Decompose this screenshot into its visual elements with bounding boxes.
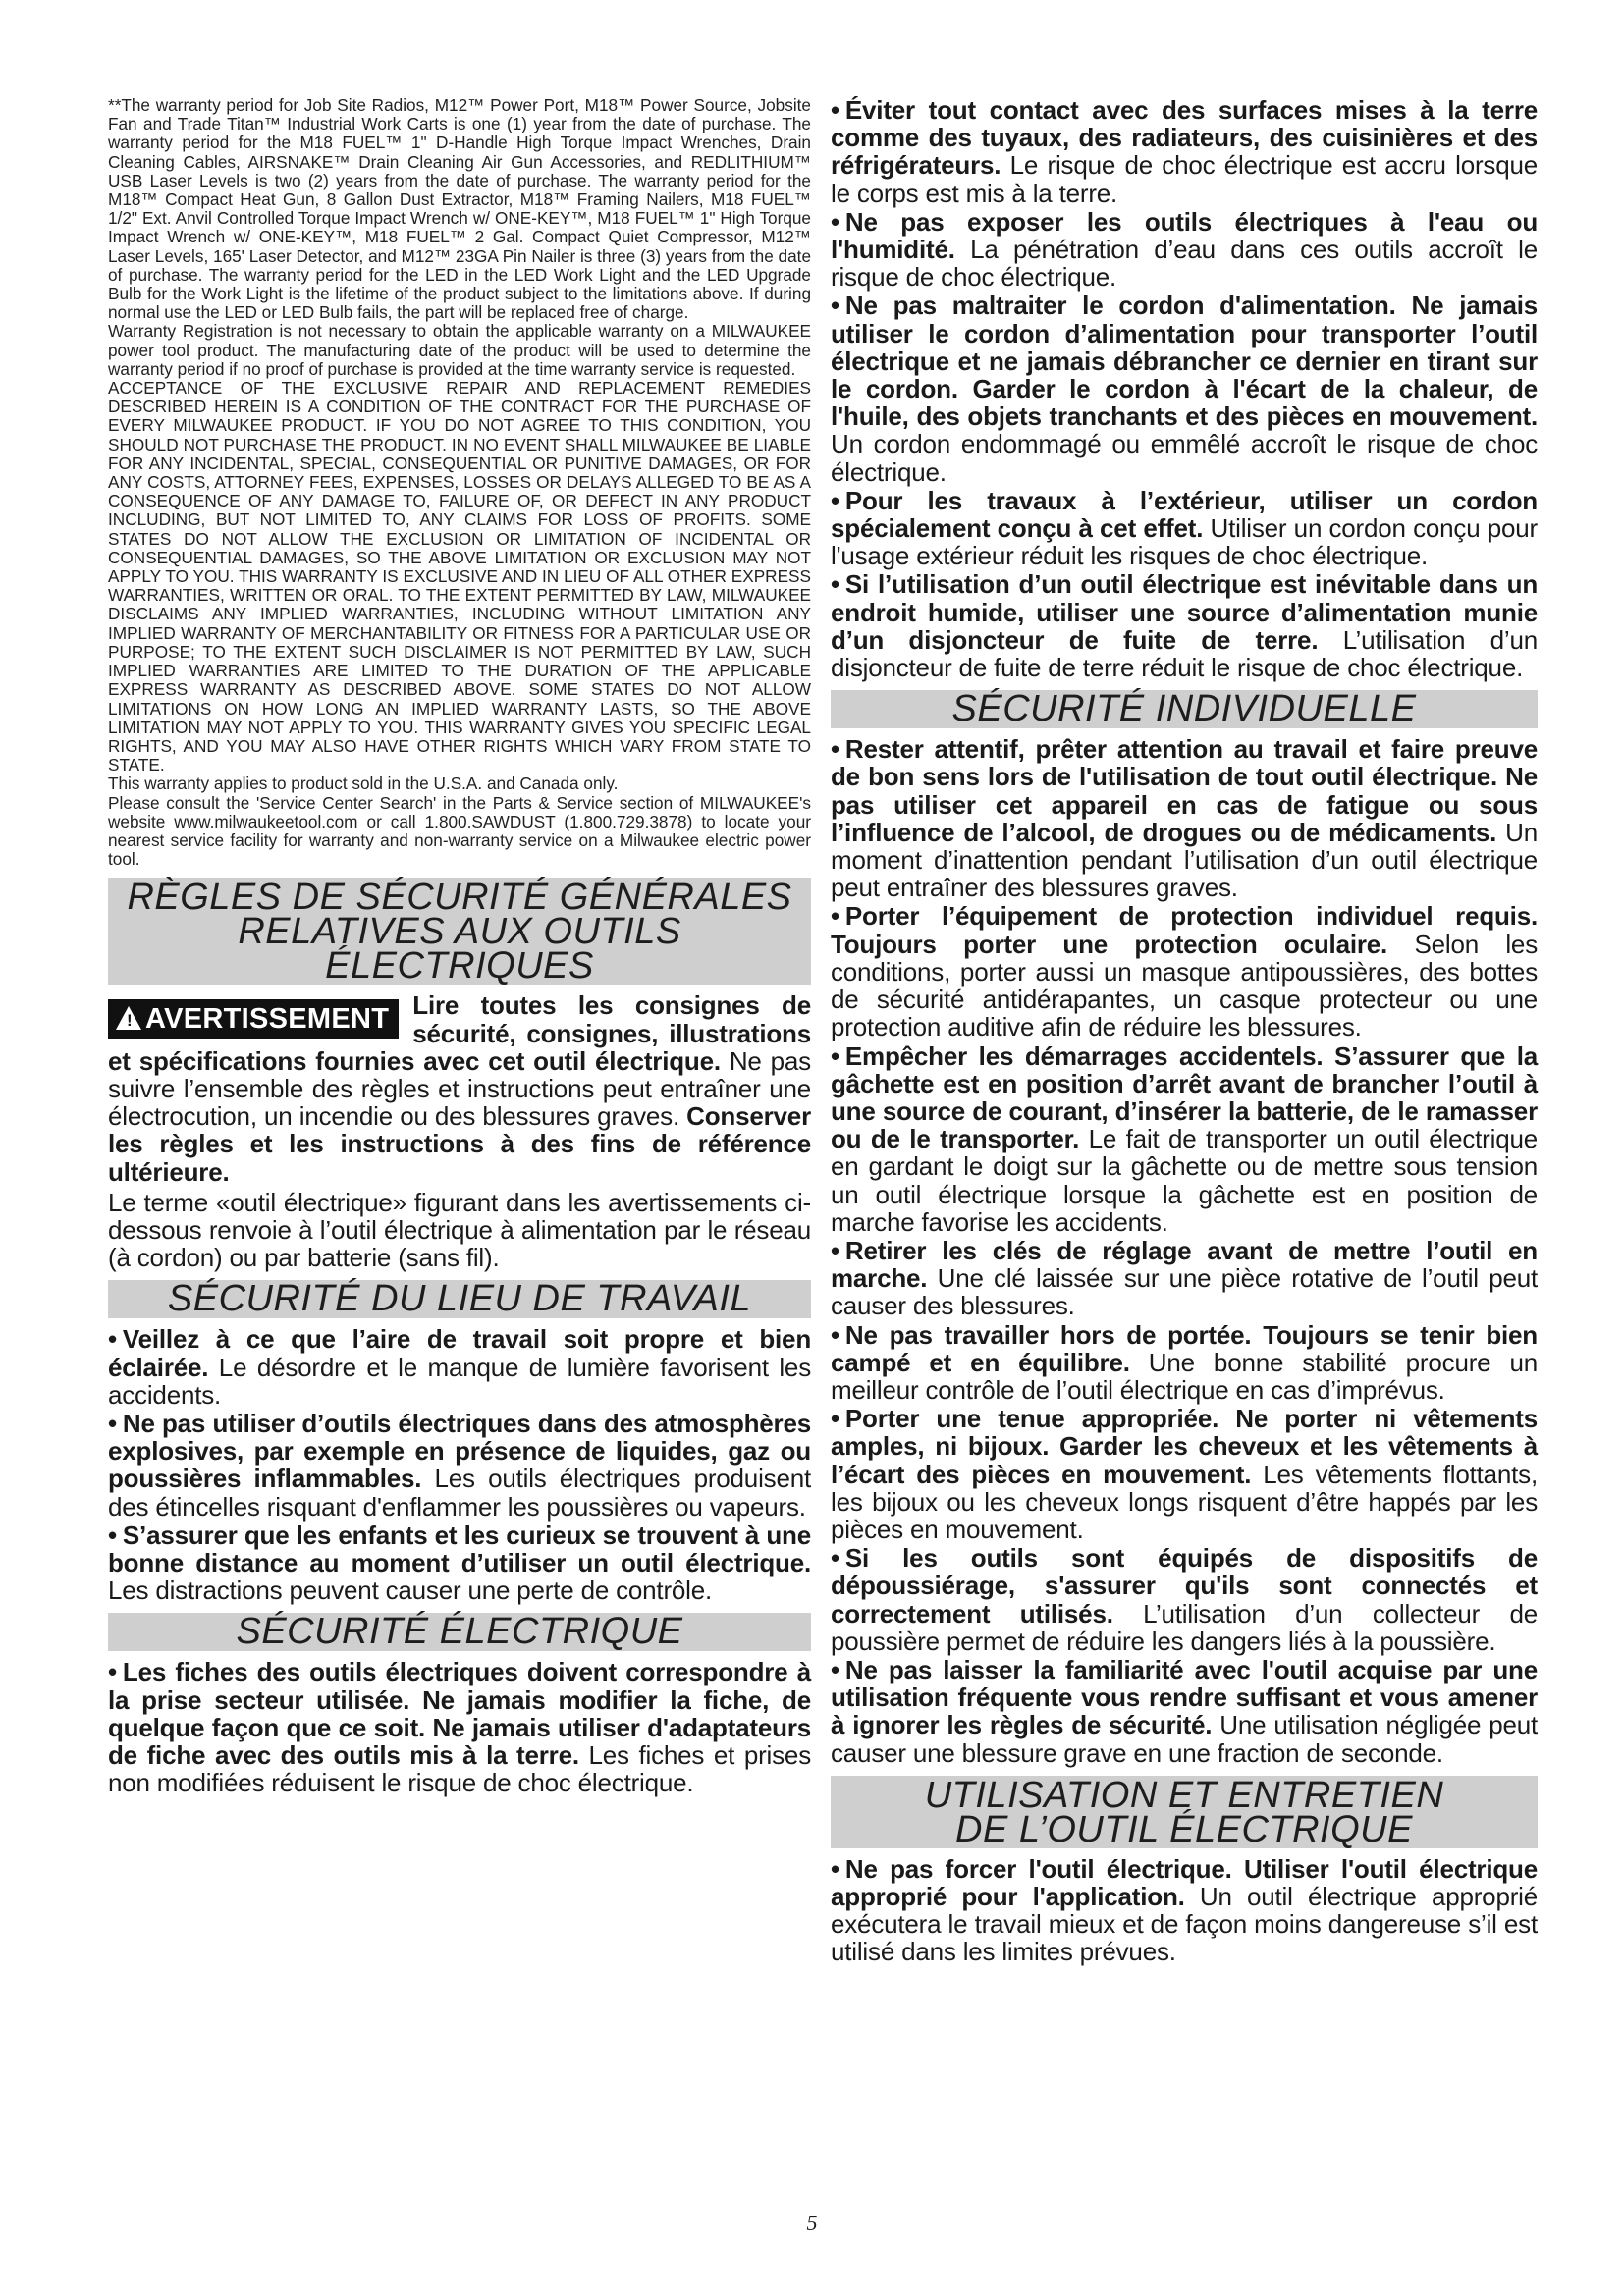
bullet-item: • Porter une tenue appropriée. Ne porter ni vêtements amples, ni bijoux. Garder les cheveux et les vêtements à l’écart des pièces en mouvement. Les vêtements flottants, les bijoux ou les cheveux longs risquent d’être happés par les pièces en mouvement. xyxy=(831,1404,1538,1544)
bullet-bold: Ne pas forcer l'outil électrique. Utiliser l'outil électrique approprié pour l'application. xyxy=(831,1853,1538,1911)
bullet-bold: S’assurer que les enfants et les curieux se trouvent à une bonne distance au moment d’utiliser un outil électrique. xyxy=(108,1520,811,1577)
bullet-text: Une clé laissée sur une pièce rotative de l’outil peut causer des blessures. xyxy=(831,1263,1538,1321)
bullet-item: • S’assurer que les enfants et les curieux se trouvent à une bonne distance au moment d’utiliser un outil électrique. Les distractions peuvent causer une perte de contrôle. xyxy=(108,1520,811,1606)
bullet-item: • Éviter tout contact avec des surfaces mises à la terre comme des tuyaux, des radiateurs, des cuisinières et des réfrigérateurs. Le risque de choc électrique est accru lorsque le corps est mis à la terre. xyxy=(831,95,1538,208)
section-header-work-area: SÉCURITÉ DU LIEU DE TRAVAIL xyxy=(108,1280,811,1318)
section-title-line: RELATIVES AUX OUTILS ÉLECTRIQUES xyxy=(238,911,681,988)
bullet-text: Une utilisation négligée peut causer une blessure grave en une fraction de seconde. xyxy=(831,1710,1538,1768)
warranty-text xyxy=(108,96,811,869)
intro-text: Ne pas suivre l’ensemble des règles et instructions peut entraîner une électrocution, un incendie ou des blessures graves. xyxy=(108,1045,811,1132)
page-number: 5 xyxy=(806,2211,818,2235)
bullet-bold: Pour les travaux à l’extérieur, utiliser un cordon spécialement conçu à cet effet. xyxy=(831,485,1538,544)
bullet-text: Le risque de choc électrique est accru lorsque le corps est mis à la terre. xyxy=(831,150,1538,208)
bullet-text: Une bonne stabilité procure un meilleur contrôle de l’outil électrique en cas d’imprévus. xyxy=(831,1347,1538,1405)
bullet-text: Utiliser un cordon conçu pour l'usage extérieur réduit les risques de choc électrique. xyxy=(831,513,1538,571)
bullet-item: • Ne pas travailler hors de portée. Toujours se tenir bien campé et en équilibre. Une bonne stabilité procure un meilleur contrôle de l’outil électrique en cas d’imprévus. xyxy=(831,1319,1538,1405)
bullet-bold: Retirer les clés de réglage avant de mettre l’outil en marche. xyxy=(831,1235,1538,1294)
warning-triangle-icon xyxy=(116,1006,141,1030)
section-header-general xyxy=(108,877,811,988)
bullet-bold: Rester attentif, prêter attention au travail et faire preuve de bon sens lors de l'utilisation de tout outil électrique. Ne pas utiliser cet appareil en cas de fatigue ou sous l’influence de l’alcool, de drogues ou de médicaments. xyxy=(831,734,1538,847)
bullet-text: Un outil électrique approprié exécutera le travail mieux et de façon moins dangereuse s’il est utilisé dans les limites prévues. xyxy=(831,1881,1538,1967)
bullet-text: Un moment d’inattention pendant l’utilisation d’un outil électrique peut entraîner des blessures graves. xyxy=(831,817,1538,903)
left-column xyxy=(108,96,811,1797)
warranty-paragraph: This warranty applies to product sold in the U.S.A. and Canada only. xyxy=(108,774,619,794)
bullet-item: • Si l’utilisation d’un outil électrique est inévitable dans un endroit humide, utiliser une source d’alimentation munie d’un disjoncteur de fuite de terre. L’utilisation d’un disjoncteur de fuite de terre réduit le risque de choc électrique. xyxy=(831,569,1538,683)
bullet-text: Le désordre et le manque de lumière favorisent les accidents. xyxy=(108,1352,811,1410)
bullet-text: Le fait de transporter un outil électrique en gardant le doigt sur la gâchette ou de mettre sous tension un outil électrique lorsque la gâchette est en position de marche favorise les accidents. xyxy=(831,1124,1538,1237)
bullet-item: • Empêcher les démarrages accidentels. S’assurer que la gâchette est en position d’arrêt avant de brancher l’outil à une source de courant, d’insérer la batterie, de le ramasser ou de le transporter. Le fait de transporter un outil électrique en gardant le doigt sur la gâchette ou de mettre sous tension un outil électrique lorsque la gâchette est en position de marche favorise les accidents. xyxy=(831,1041,1538,1237)
bullet-text: L’utilisation d’un disjoncteur de fuite de terre réduit le risque de choc électrique. xyxy=(831,624,1538,683)
bullet-item: • Les fiches des outils électriques doivent correspondre à la prise secteur utilisée. Ne jamais modifier la fiche, de quelque façon que ce soit. Ne jamais utiliser d'adaptateurs de fiche avec des outils mis à la terre. Les fiches et prises non modifiées réduisent le risque de choc électrique. xyxy=(108,1657,811,1798)
bullet-item: • Ne pas exposer les outils électriques à l'eau ou l'humidité. La pénétration d’eau dans ces outils accroît le risque de choc électrique. xyxy=(831,206,1538,293)
right-column xyxy=(831,96,1538,1967)
bullet-bold: Éviter tout contact avec des surfaces mises à la terre comme des tuyaux, des radiateurs, des cuisinières et des réfrigérateurs. xyxy=(831,95,1538,181)
bullet-text: Les vêtements flottants, les bijoux ou les cheveux longs risquent d’être happés par les pièces en mouvement. xyxy=(831,1459,1538,1544)
bullet-bold: Ne pas travailler hors de portée. Toujours se tenir bien campé et en équilibre. xyxy=(831,1319,1538,1377)
section-header-electrical: SÉCURITÉ ÉLECTRIQUE xyxy=(108,1613,811,1651)
bullet-bold: Si les outils sont équipés de dispositifs de dépoussiérage, s'assurer qu'ils sont connectés et correctement utilisés. xyxy=(831,1543,1538,1629)
section-title-line: UTILISATION ET ENTRETIEN xyxy=(924,1774,1444,1816)
bullet-bold: Veillez à ce que l’aire de travail soit propre et bien éclairée. xyxy=(108,1324,811,1382)
intro-bold: Lire toutes les consignes de sécurité, consignes, illustrations et spécifications fournies avec cet outil électrique. xyxy=(108,991,811,1076)
warning-label-text: AVERTISSEMENT xyxy=(145,1003,390,1036)
section-header-personal: SÉCURITÉ INDIVIDUELLE xyxy=(831,690,1538,728)
bullet-bold: Porter une tenue appropriée. Ne porter ni vêtements amples, ni bijoux. Garder les cheveux et les vêtements à l’écart des pièces en mouvement. xyxy=(831,1404,1538,1489)
bullet-text: L’utilisation d’un collecteur de poussière permet de réduire les dangers liés à la poussière. xyxy=(831,1598,1538,1656)
general-warning-block xyxy=(108,991,811,1188)
bullet-item: • Ne pas laisser la familiarité avec l'outil acquise par une utilisation fréquente vous rendre suffisant et vous amener à ignorer les règles de sécurité. Une utilisation négligée peut causer une blessure grave en une fraction de seconde. xyxy=(831,1654,1538,1768)
bullet-item: • Ne pas utiliser d’outils électriques dans des atmosphères explosives, par exemple en présence de liquides, gaz ou poussières inflammables. Les outils électriques produisent des étincelles risquant d'enflammer les poussières ou vapeurs. xyxy=(108,1408,811,1522)
bullet-bold: Ne pas laisser la familiarité avec l'outil acquise par une utilisation fréquente vous rendre suffisant et vous amener à ignorer les règles de sécurité. xyxy=(831,1654,1538,1740)
warning-symbol: ! xyxy=(127,1011,133,1031)
bullet-bold: Ne pas exposer les outils électriques à l'eau ou l'humidité. xyxy=(831,206,1538,265)
bullet-bold: Empêcher les démarrages accidentels. S’assurer que la gâchette est en position d’arrêt avant de brancher l’outil à une source de courant, d’insérer la batterie, de le ramasser ou de le transporter. xyxy=(831,1041,1538,1154)
bullet-text: Les fiches et prises non modifiées réduisent le risque de choc électrique. xyxy=(108,1740,811,1798)
bullet-bold: Ne pas maltraiter le cordon d'alimentation. Ne jamais utiliser le cordon d’alimentation pour transporter l’outil électrique et ne jamais débrancher ce dernier en tirant sur le cordon. Garder le cordon à l'écart de la chaleur, de l'huile, des objets tranchants et des pièces en mouvement. xyxy=(831,291,1538,432)
warranty-disclaimer: ACCEPTANCE OF THE EXCLUSIVE REPAIR AND REPLACEMENT REMEDIES DESCRIBED HEREIN IS A CONDITION OF THE CONTRACT FOR THE PURCHASE OF EVERY MILWAUKEE PRODUCT. IF YOU DO NOT AGREE TO THIS CONDITION, YOU SHOULD NOT PURCHASE THE PRODUCT. IN NO EVENT SHALL MILWAUKEE BE LIABLE FOR ANY INCIDENTAL, SPECIAL, CONSEQUENTIAL OR PUNITIVE DAMAGES, OR FOR ANY COSTS, ATTORNEY FEES, EXPENSES, LOSSES OR DELAYS ALLEGED TO BE AS A CONSEQUENCE OF ANY DAMAGE TO, FAILURE OF, OR DEFECT IN ANY PRODUCT INCLUDING, BUT NOT LIMITED TO, ANY CLAIMS FOR LOSS OF PROFITS. SOME STATES DO NOT ALLOW THE EXCLUSION OR LIMITATION OF INCIDENTAL OR CONSEQUENTIAL DAMAGES, SO THE ABOVE LIMITATION OR EXCLUSION MAY NOT APPLY TO YOU. THIS WARRANTY IS EXCLUSIVE AND IN LIEU OF ALL OTHER EXPRESS WARRANTIES, WRITTEN OR ORAL. TO THE EXTENT PERMITTED BY LAW, MILWAUKEE DISCLAIMS ANY IMPLIED WARRANTIES, INCLUDING WITHOUT LIMITATION ANY IMPLIED WARRANTY OF MERCHANTABILITY OR FITNESS FOR A PARTICULAR USE OR PURPOSE; TO THE EXTENT SUCH DISCLAIMER IS NOT PERMITTED BY LAW, SUCH IMPLIED WARRANTIES ARE LIMITED TO THE DURATION OF THE APPLICABLE EXPRESS WARRANTY AS DESCRIBED ABOVE. SOME STATES DO NOT ALLOW LIMITATIONS ON HOW LONG AN IMPLIED WARRANTY LASTS, SO THE ABOVE LIMITATION MAY NOT APPLY TO YOU. THIS WARRANTY GIVES YOU SPECIFIC LEGAL RIGHTS, AND YOU MAY ALSO HAVE OTHER RIGHTS WHICH VARY FROM STATE TO STATE. xyxy=(108,378,811,775)
warranty-paragraph: Warranty Registration is not necessary to obtain the applicable warranty on a MILWAUKEE power tool product. The manufacturing date of the product will be used to determine the warranty period if no proof of purchase is provided at the time warranty service is requested. xyxy=(108,321,811,379)
bullet-bold: Si l’utilisation d’un outil électrique est inévitable dans un endroit humide, utiliser une source d’alimentation munie d’un disjoncteur de fuite de terre. xyxy=(831,569,1538,655)
intro-bold-2: Conserver les règles et les instructions à des fins de référence ultérieure. xyxy=(108,1101,811,1187)
bullet-text: Selon les conditions, porter aussi un masque antipoussières, des bottes de sécurité antidérapantes, un casque protecteur ou une protection auditive afin de réduire les blessures. xyxy=(831,929,1538,1042)
warning-label xyxy=(108,999,399,1039)
bullet-text: Les outils électriques produisent des étincelles risquant d'enflammer les poussières ou vapeurs. xyxy=(108,1464,811,1522)
bullet-bold: Ne pas utiliser d’outils électriques dans des atmosphères explosives, par exemple en présence de liquides, gaz ou poussières inflammables. xyxy=(108,1408,811,1494)
bullet-text: Les distractions peuvent causer une perte de contrôle. xyxy=(108,1575,713,1606)
general-definition: Le terme «outil électrique» figurant dans les avertissements ci-dessous renvoie à l’outil électrique à alimentation par le réseau (à cordon) ou par batterie (sans fil). xyxy=(108,1187,811,1273)
bullet-text: Un cordon endommagé ou emmêlé accroît le risque de choc électrique. xyxy=(831,429,1538,487)
warranty-paragraph: Please consult the 'Service Center Search' in the Parts & Service section of MILWAUKEE's website www.milwaukeetool.com or call 1.800.SAWDUST (1.800.729.3878) to locate your nearest service facility for warranty and non-warranty service on a Milwaukee electric power tool. xyxy=(108,792,811,870)
bullet-item: • Retirer les clés de réglage avant de mettre l’outil en marche. Une clé laissée sur une pièce rotative de l’outil peut causer des blessures. xyxy=(831,1235,1538,1321)
section-header-use-care xyxy=(831,1776,1538,1848)
bullet-bold: Porter l’équipement de protection individuel requis. Toujours porter une protection oculaire. xyxy=(831,901,1538,959)
section-title-line: RÈGLES DE SÉCURITÉ GÉNÉRALES xyxy=(127,877,792,919)
warranty-paragraph: **The warranty period for Job Site Radios, M12™ Power Port, M18™ Power Source, Jobsite Fan and Trade Titan™ Industrial Work Carts is one (1) year from the date of purchase. The warranty period for the M18 FUEL™ 1" D-Handle High Torque Impact Wrenches, Drain Cleaning Cables, AIRSNAKE™ Drain Cleaning Air Gun Accessories, and REDLITHIUM™ USB Laser Levels is two (2) years from the date of purchase. The warranty period for the M18™ Compact Heat Gun, 8 Gallon Dust Extractor, M18™ Framing Nailers, M18 FUEL™ 1/2" Ext. Anvil Controlled Torque Impact Wrench w/ ONE-KEY™, M18 FUEL™ 1" High Torque Impact Wrench w/ ONE-KEY™, M18 FUEL™ 2 Gal. Compact Quiet Compressor, M12™ Laser Levels, 165' Laser Detector, and M12™ 23GA Pin Nailer is three (3) years from the date of purchase. The warranty period for the LED in the LED Work Light and the LED Upgrade Bulb for the Work Light is the lifetime of the product subject to the limitations above. If during normal use the LED or LED Bulb fails, the part will be replaced free of charge. xyxy=(108,95,811,323)
bullet-item: • Rester attentif, prêter attention au travail et faire preuve de bon sens lors de l'utilisation de tout outil électrique. Ne pas utiliser cet appareil en cas de fatigue ou sous l’influence de l’alcool, de drogues ou de médicaments. Un moment d’inattention pendant l’utilisation d’un outil électrique peut entraîner des blessures graves. xyxy=(831,734,1538,903)
bullet-item: • Pour les travaux à l’extérieur, utiliser un cordon spécialement conçu à cet effet. Utiliser un cordon conçu pour l'usage extérieur réduit les risques de choc électrique. xyxy=(831,485,1538,571)
bullet-item: • Ne pas forcer l'outil électrique. Utiliser l'outil électrique approprié pour l'application. Un outil électrique approprié exécutera le travail mieux et de façon moins dangereuse s’il est utilisé dans les limites prévues. xyxy=(831,1853,1538,1967)
bullet-item: • Si les outils sont équipés de dispositifs de dépoussiérage, s'assurer qu'ils sont connectés et correctement utilisés. L’utilisation d’un collecteur de poussière permet de réduire les dangers liés à la poussière. xyxy=(831,1543,1538,1656)
bullet-item: • Ne pas maltraiter le cordon d'alimentation. Ne jamais utiliser le cordon d’alimentation pour transporter l’outil électrique et ne jamais débrancher ce dernier en tirant sur le cordon. Garder le cordon à l'écart de la chaleur, de l'huile, des objets tranchants et des pièces en mouvement. Un cordon endommagé ou emmêlé accroît le risque de choc électrique. xyxy=(831,291,1538,487)
bullet-bold: Les fiches des outils électriques doivent correspondre à la prise secteur utilisée. Ne jamais modifier la fiche, de quelque façon que ce soit. Ne jamais utiliser d'adaptateurs de fiche avec des outils mis à la terre. xyxy=(108,1657,811,1770)
bullet-item: • Veillez à ce que l’aire de travail soit propre et bien éclairée. Le désordre et le manque de lumière favorisent les accidents. xyxy=(108,1324,811,1410)
section-title-line: DE L’OUTIL ÉLECTRIQUE xyxy=(955,1808,1413,1850)
bullet-text: La pénétration d’eau dans ces outils accroît le risque de choc électrique. xyxy=(831,235,1538,293)
bullet-item: • Porter l’équipement de protection individuel requis. Toujours porter une protection oculaire. Selon les conditions, porter aussi un masque antipoussières, des bottes de sécurité antidérapantes, un casque protecteur ou une protection auditive afin de réduire les blessures. xyxy=(831,901,1538,1042)
